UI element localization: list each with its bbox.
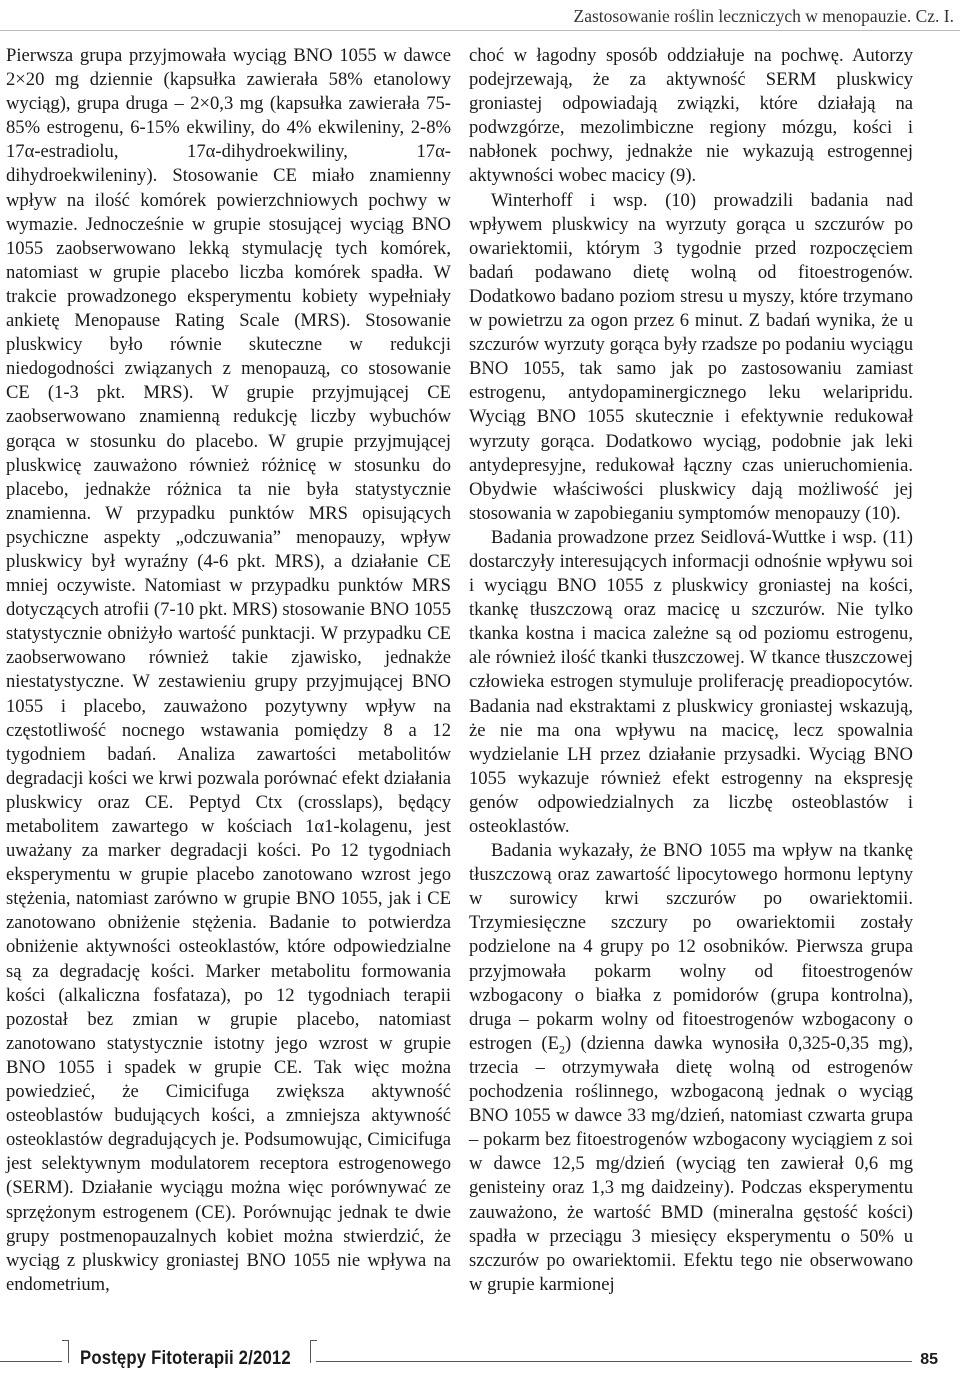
right-paragraph-1: choć w łagodny sposób oddziałuje na pochwę. Autorzy podejrzewają, że za aktywność SERM pluskwicy groniastej odpowiadają związki, które działają na podwzgórze, mezolimbiczne regiony mózgu, kości i nabłonek pochwy, jednakże nie wykazują estrogennej aktywności wobec macicy (9). — [469, 45, 913, 187]
footer-bracket-left — [62, 1340, 69, 1363]
footer-rule-left — [0, 1361, 62, 1362]
page-number: 85 — [920, 1351, 938, 1368]
footer-rule-right — [316, 1361, 912, 1362]
left-paragraph-1: Pierwsza grupa przyjmowała wyciąg BNO 1055 w dawce 2×20 mg dziennie (kapsułka zawierała 58% etanolowy wyciąg), grupa druga – 2×0,3 mg (kapsułka zawierała 75-85% estrogenu, 6-15% ekwiliny, do 4% ekwileniny, 2-8% 17α-estradiolu, 17α-dihydroekwiliny, 17α-dihydroekwileniny). Stosowanie CE miało znamienny wpływ na ilość komórek powierzchniowych pochwy w wymazie. Jednocześnie w grupie stosującej wyciąg BNO 1055 zaobserwowano lekką stymulację tych komórek, natomiast w grupie placebo liczba komórek spadła. W trakcie prowadzonego eksperymentu kobiety wypełniały ankietę Menopause Rating Scale (MRS). Stosowanie pluskwicy było równie skuteczne w redukcji niedogodności związanych z menopauzą, co stosowanie CE (1-3 pkt. MRS). W grupie przyjmującej CE zaobserwowano znamienną redukcję liczby wybuchów gorąca w stosunku do placebo. W grupie przyjmującej pluskwicę zauważono również różnicę w stosunku do placebo, jednakże różnica ta nie była statystycznie znamienna. W przypadku punktów MRS opisujących psychiczne aspekty „odczuwania” menopauzy, wpływ pluskwicy był wyraźny (4-6 pkt. MRS), a działanie CE mniej oczywiste. Natomiast w przypadku punktów MRS dotyczących atrofii (7-10 pkt. MRS) stosowanie BNO 1055 statystycznie obniżyło wartość punktacji. W przypadku CE zaobserwowano również takie zjawisko, jednakże niestatystyczne. W zestawieniu grupy przyjmującej BNO 1055 i placebo, zauważono pozytywny wpływ na częstotliwość nocnego wstawania pomiędzy 8 a 12 tygodniem badań. Analiza zawartości metabolitów degradacji kości we krwi pozwala porównać efekt działania pluskwicy oraz CE. Peptyd Ctx (crosslaps), będący metabolitem zawartego w kościach 1α1-kolagenu, jest uważany za marker degradacji kości. Po 12 tygodniach eksperymentu w grupie placebo zanotowano wzrost jego stężenia, natomiast zarówno w grupie BNO 1055, jak i CE zanotowano obniżenie stężenia. Badanie to potwierdza obniżenie aktywności osteoklastów, które odpowiedzialne są za degradację kości. Marker metabolitu formowania kości (alkaliczna fosfataza), po 12 tygodniach terapii pozostał bez zmian w grupie placebo, natomiast zanotowano statystycznie istotny jego wzrost w grupie BNO 1055 i spadek w grupie CE. Tak więc można powiedzieć, że Cimicifuga zwiększa aktywność osteoblastów budujących kości, a zmniejsza aktywność osteoklastów degradujących je. Podsumowując, Cimicifuga jest selektywnym modulatorem receptora estrogenowego (SERM). Działanie wyciągu można więc porównywać ze sprzężonym estrogenem (CE). Porównując jednak te dwie grupy postmenopauzalnych kobiet można stwierdzić, że wyciąg z pluskwicy groniastej BNO 1055 nie wpływa na endometrium, — [6, 45, 451, 1295]
right-paragraph-4-part-a: Badania wykazały, że BNO 1055 ma wpływ na tkankę tłuszczową oraz zawartość lipocytowego hormonu leptyny w surowicy krwi szczurów po owariektomii. Trzymiesięczne szczury po owariektomii zostały podzielone na 4 grupy po 12 osobników. Pierwsza grupa przyjmowała pokarm wolny od fitoestrogenów wzbogacony o białka z pomidorów (grupa kontrolna), druga – pokarm wolny od fitoestrogenów wzbogacony o estrogen (E — [469, 840, 913, 1054]
left-column — [6, 44, 451, 1297]
right-paragraph-3: Badania prowadzone przez Seidlová-Wuttke i wsp. (11) dostarczyły interesujących informacji odnośnie wpływu soi i wyciągu BNO 1055 z pluskwicy groniastej na kości, tkankę tłuszczową oraz macicę u szczurów. Nie tylko tkanka kostna i macica zależne są od poziomu estrogenu, ale również ilość tkanki tłuszczowej. W tkance tłuszczowej człowieka estrogen stymuluje proliferację preadiopocytów. Badania nad ekstraktami z pluskwicy groniastej wskazują, że nie ma ona wpływu na macicę, lecz spowalnia wydzielanie LH przez działanie przysadki. Wyciąg BNO 1055 wykazuje również efekt estrogenny na ekspresję genów odpowiedzialnych za liczbę osteoblastów i osteoklastów. — [469, 526, 913, 837]
estrogen-subscript: 2 — [558, 1042, 565, 1057]
right-paragraph-4-part-b: ) (dzienna dawka wynosiła 0,325-0,35 mg), trzecia – otrzymywała dietę wolną od estrogenów pochodzenia roślinnego, wzbogaconą jednak o wyciąg BNO 1055 w dawce 33 mg/dzień, natomiast czwarta grupa – pokarm bez fitoestrogenów wzbogacony wyciągiem z soi w dawce 12,5 mg/dzień (wyciąg ten zawierał 0,6 mg genisteiny oraz 1,3 mg daidzeiny). Podczas eksperymentu zauważono, że wartość BMD (mineralna gęstość kości) spadła w przeciągu 3 miesięcy eksperymentu o 50% u szczurów po owariektomii. Efektu tego nie obserwowano w grupie karmionej — [469, 1032, 913, 1295]
right-paragraph-2: Winterhoff i wsp. (10) prowadzili badania nad wpływem pluskwicy na wyrzuty gorąca u szczurów po owariektomii, którym 3 tygodnie przed rozpoczęciem badań podawano dietę wolną od fitoestrogenów. Dodatkowo badano poziom stresu u myszy, które trzymano w powietrzu za ogon przez 6 minut. Z badań wynika, że u szczurów wyrzuty gorąca były rzadsze po podaniu wyciągu BNO 1055, tak samo jak po zastosowaniu zamiast estrogenu, antydopaminergicznego leku welaripridu. Wyciąg BNO 1055 skutecznie i efektywnie redukował wyrzuty gorąca. Dodatkowo wyciąg, podobnie jak leki antydepresyjne, redukował łączny czas unieruchomienia. Obydwie właściwości pluskwicy dają możliwość jej stosowania w zapobieganiu symptomów menopauzy (10). — [469, 189, 913, 524]
journal-name: Postępy Fitoterapii 2/2012 — [80, 1348, 291, 1369]
right-paragraph-4 — [469, 839, 913, 1297]
running-header: Zastosowanie roślin leczniczych w menopauzie. Cz. I. — [573, 6, 954, 26]
right-column — [469, 44, 913, 1297]
footer-bracket-right — [310, 1340, 317, 1363]
header-rule — [0, 30, 960, 31]
